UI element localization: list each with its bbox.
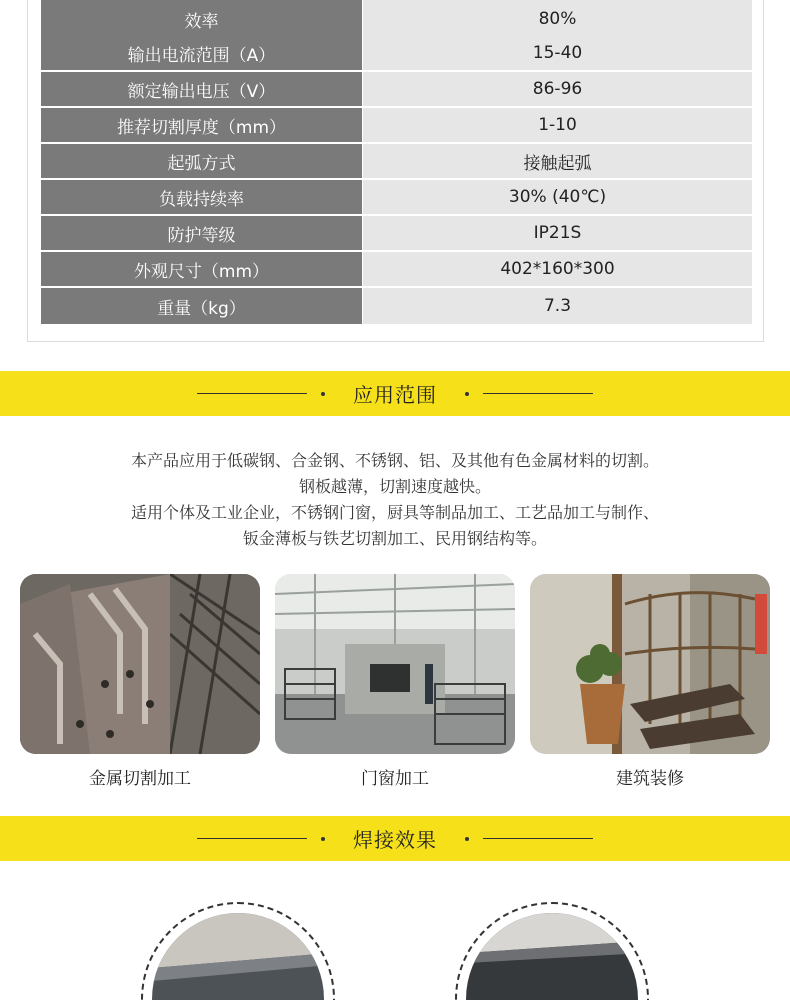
door-window-photo <box>275 574 515 754</box>
spec-value: 接触起弧 <box>362 144 752 180</box>
banner-dot-right <box>465 837 469 841</box>
spec-row-efficiency <box>41 0 752 36</box>
spec-key: 输出电流范围（A） <box>41 36 362 72</box>
app-card-decoration <box>530 574 770 789</box>
card-caption: 金属切割加工 <box>89 769 191 789</box>
banner-dot-left <box>321 392 325 396</box>
banner-line-right <box>483 838 593 839</box>
app-card-door-window <box>275 574 515 789</box>
spec-row-arc <box>41 144 752 180</box>
metal-cutting-photo <box>20 574 260 754</box>
application-line: 钣金薄板与铁艺切割加工、民用钢结构等。 <box>242 529 547 548</box>
card-caption: 门窗加工 <box>361 769 429 789</box>
application-description <box>0 448 790 552</box>
app-card-metal-cutting <box>20 574 260 789</box>
banner-line-right <box>483 393 593 394</box>
spec-key: 防护等级 <box>41 216 362 252</box>
application-title: 应用范围 <box>353 383 437 407</box>
welding-title: 焊接效果 <box>353 828 437 852</box>
application-line: 适用个体及工业企业，不锈钢门窗，厨具等制品加工、工艺品加工与制作、 <box>130 503 659 522</box>
spec-row-weight <box>41 288 752 324</box>
spec-row-size <box>41 252 752 288</box>
spec-row-voltage <box>41 72 752 108</box>
spec-value: 80% <box>362 0 752 40</box>
weld-photo-right <box>463 910 641 1000</box>
spec-key: 推荐切割厚度（mm） <box>41 108 362 144</box>
weld-photo-left <box>149 910 327 1000</box>
welding-banner <box>0 816 790 861</box>
banner-line-left <box>197 393 307 394</box>
weld-sample-left <box>141 902 335 1000</box>
card-caption: 建筑装修 <box>616 769 684 789</box>
banner-dot-right <box>465 392 469 396</box>
spec-value: 1-10 <box>362 108 752 144</box>
spec-key: 重量（kg） <box>41 288 362 324</box>
spec-value: 15-40 <box>362 36 752 72</box>
spec-key: 外观尺寸（mm） <box>41 252 362 288</box>
spec-key: 起弧方式 <box>41 144 362 180</box>
spec-value: 402*160*300 <box>362 252 752 288</box>
spec-table <box>41 0 752 324</box>
spec-key: 负载持续率 <box>41 180 362 216</box>
spec-value: 7.3 <box>362 288 752 324</box>
application-line: 钢板越薄，切割速度越快。 <box>298 477 491 496</box>
spec-value: 86-96 <box>362 72 752 108</box>
spec-value: IP21S <box>362 216 752 252</box>
decoration-photo <box>530 574 770 754</box>
spec-row-duty <box>41 180 752 216</box>
spec-row-thickness <box>41 108 752 144</box>
spec-key: 额定输出电压（V） <box>41 72 362 108</box>
spec-row-current <box>41 36 752 72</box>
spec-key: 效率 <box>41 0 362 40</box>
banner-dot-left <box>321 837 325 841</box>
weld-sample-right <box>455 902 649 1000</box>
spec-value: 30% (40℃) <box>362 180 752 216</box>
banner-line-left <box>197 838 307 839</box>
application-banner <box>0 371 790 416</box>
application-line: 本产品应用于低碳钢、合金钢、不锈钢、铝、及其他有色金属材料的切割。 <box>130 451 659 470</box>
spec-row-protection <box>41 216 752 252</box>
